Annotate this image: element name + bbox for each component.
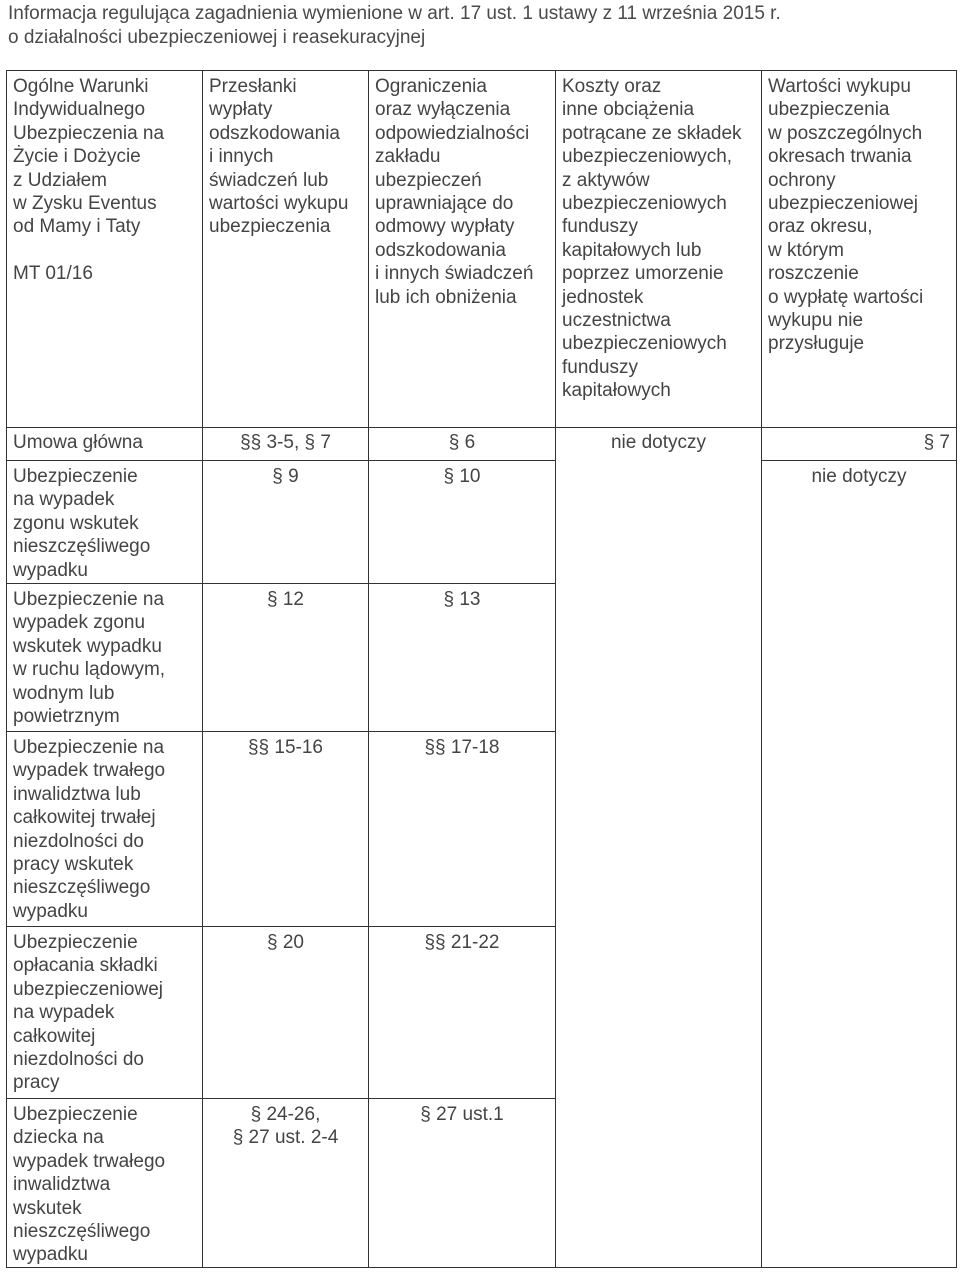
text-line: ochrony bbox=[768, 169, 836, 191]
table-header-row bbox=[7, 71, 957, 428]
regulations-table bbox=[6, 70, 957, 1268]
text-line: okresach trwania bbox=[768, 146, 912, 168]
surrender-not-applicable: nie dotyczy bbox=[762, 461, 957, 1268]
text-line: zgonu wskutek bbox=[13, 512, 139, 534]
text-line: wodnym lub bbox=[13, 682, 115, 704]
text-line: § 12 bbox=[267, 589, 304, 610]
text-line: z Udziałem bbox=[13, 169, 107, 191]
text-line: ubezpieczeniowych, bbox=[562, 146, 733, 168]
text-line: inne obciążenia bbox=[562, 99, 695, 121]
text-line: § 10 bbox=[443, 466, 481, 487]
text-line: oraz wyłączenia bbox=[375, 99, 511, 121]
text-line: wskutek wypadku bbox=[13, 635, 162, 657]
text-line: w poszczególnych bbox=[768, 122, 923, 144]
text-line: Ubezpieczenie bbox=[13, 932, 138, 953]
text-line: Indywidualnego bbox=[13, 99, 146, 121]
text-line: odszkodowania bbox=[209, 122, 340, 144]
header-line-1: Informacja regulująca zagadnienia wymienione w art. 17 ust. 1 ustawy z 11 września 2015 r. bbox=[8, 3, 781, 24]
text-line: w Zysku Eventus bbox=[13, 193, 157, 215]
text-line: dziecka na bbox=[13, 1127, 104, 1149]
text-line: inwalidztwa bbox=[13, 1174, 111, 1196]
text-line: powietrznym bbox=[13, 706, 120, 728]
text-line: wypadku bbox=[13, 1244, 88, 1266]
text-line: Ubezpieczenie bbox=[13, 466, 138, 487]
text-line: nieszczęśliwego bbox=[13, 877, 151, 899]
limitation-reference bbox=[369, 927, 556, 1099]
conditions-code: MT 01/16 bbox=[13, 262, 93, 284]
text-line: oraz okresu, bbox=[768, 216, 873, 238]
limitation-reference bbox=[369, 732, 556, 927]
payout-reference-lines bbox=[233, 1103, 339, 1150]
text-line: wypadek trwałego bbox=[13, 760, 166, 782]
text-line: wartości wykupu bbox=[209, 193, 349, 215]
text-line: ubezpieczenia bbox=[768, 99, 890, 121]
text-line: §§ 21-22 bbox=[424, 932, 500, 953]
text-line: lub ich obniżenia bbox=[375, 286, 517, 308]
column-header-payout-conditions bbox=[203, 71, 369, 428]
text-line: na wypadek bbox=[13, 1002, 115, 1024]
text-line: poprzez umorzenie bbox=[562, 263, 724, 285]
text-line: ubezpieczeniowej bbox=[768, 193, 918, 215]
surrender-reference bbox=[762, 428, 957, 461]
text-line: § 27 ust.1 bbox=[420, 1104, 504, 1125]
row-label bbox=[7, 584, 203, 732]
text-line: i innych bbox=[209, 146, 274, 168]
text-line: pracy wskutek bbox=[13, 854, 134, 876]
costs-not-applicable: nie dotyczy bbox=[556, 428, 762, 1268]
text-line: Ubezpieczenie na bbox=[13, 589, 165, 610]
text-line: Ogólne Warunki bbox=[13, 76, 149, 97]
payout-reference bbox=[203, 428, 369, 461]
text-line: Ubezpieczenie bbox=[13, 1104, 138, 1125]
text-line: roszczenie bbox=[768, 263, 859, 285]
row-label bbox=[7, 927, 203, 1099]
text-line: nieszczęśliwego bbox=[13, 1221, 151, 1243]
text-line: jednostek bbox=[562, 286, 644, 308]
text-line: ubezpieczeniowych bbox=[562, 193, 727, 215]
text-line: kapitałowych bbox=[562, 380, 671, 402]
text-line: przysługuje bbox=[768, 333, 865, 355]
text-line: Ubezpieczenie na bbox=[13, 737, 165, 758]
column-header-surrender-values bbox=[762, 71, 957, 428]
text-line: odpowiedzialności bbox=[375, 122, 530, 144]
text-line: niezdolności do bbox=[13, 1049, 144, 1071]
text-line: opłacania składki bbox=[13, 955, 158, 977]
table-row bbox=[7, 428, 957, 461]
text-line: Umowa główna bbox=[13, 432, 143, 453]
text-line: wskutek bbox=[13, 1197, 82, 1219]
text-line: ubezpieczeniowych bbox=[562, 333, 727, 355]
row-label bbox=[7, 732, 203, 927]
text-line: § 7 bbox=[923, 432, 950, 453]
text-line: od Mamy i Taty bbox=[13, 216, 141, 238]
text-line: Życie i Dożycie bbox=[13, 146, 141, 168]
limitation-reference bbox=[369, 1099, 556, 1268]
text-line: §§ 17-18 bbox=[424, 737, 500, 758]
text-line: § 6 bbox=[448, 432, 476, 453]
text-line: na wypadek bbox=[13, 489, 115, 511]
column-header-conditions bbox=[7, 71, 203, 428]
limitation-reference bbox=[369, 461, 556, 584]
payout-reference bbox=[203, 584, 369, 732]
text-line: § 27 ust. 2-4 bbox=[232, 1127, 339, 1149]
text-line: Ubezpieczenia na bbox=[13, 122, 165, 144]
text-line: całkowitej trwałej bbox=[13, 807, 156, 829]
text-line: inwalidztwa lub bbox=[13, 783, 141, 805]
text-line: świadczeń lub bbox=[209, 169, 329, 191]
text-line: Koszty oraz bbox=[562, 76, 662, 97]
text-line: niezdolności do bbox=[13, 830, 144, 852]
limitation-reference bbox=[369, 428, 556, 461]
payout-reference bbox=[203, 461, 369, 584]
text-line: Ograniczenia bbox=[375, 76, 487, 97]
table-row bbox=[7, 461, 957, 584]
row-label bbox=[7, 428, 203, 461]
text-line: ubezpieczeniowej bbox=[13, 978, 163, 1000]
text-line: w ruchu lądowym, bbox=[13, 659, 166, 681]
payout-reference bbox=[203, 927, 369, 1099]
column-header-limitations bbox=[369, 71, 556, 428]
text-line: wypadku bbox=[13, 900, 88, 922]
text-line: Wartości wykupu bbox=[768, 76, 911, 97]
text-line: § 20 bbox=[267, 932, 304, 953]
text-line: wypadek trwałego bbox=[13, 1150, 166, 1172]
text-line: ubezpieczeń bbox=[375, 169, 482, 191]
text-line: odszkodowania bbox=[375, 239, 506, 261]
text-line: funduszy bbox=[562, 216, 639, 238]
text-line: §§ 3-5, § 7 bbox=[240, 432, 331, 453]
text-line: w którym bbox=[768, 239, 844, 261]
text-line: wykupu nie bbox=[768, 310, 864, 332]
text-line: potrącane ze składek bbox=[562, 122, 742, 144]
text-line: uczestnictwa bbox=[562, 310, 671, 332]
text-line: całkowitej bbox=[13, 1025, 96, 1047]
header-text bbox=[209, 75, 362, 239]
text-line: z aktywów bbox=[562, 169, 650, 191]
row-label bbox=[7, 461, 203, 584]
text-line: ubezpieczenia bbox=[209, 216, 331, 238]
page-header bbox=[8, 2, 953, 50]
header-text bbox=[768, 75, 950, 356]
text-line: pracy bbox=[13, 1072, 60, 1094]
text-line: nieszczęśliwego bbox=[13, 536, 151, 558]
text-line: kapitałowych lub bbox=[562, 239, 702, 261]
text-line: funduszy bbox=[562, 356, 639, 378]
text-line: Przesłanki bbox=[209, 76, 297, 97]
text-line: odmowy wypłaty bbox=[375, 216, 515, 238]
limitation-reference bbox=[369, 584, 556, 732]
text-line: zakładu bbox=[375, 146, 441, 168]
text-line: § 24-26, bbox=[250, 1104, 321, 1125]
text-line: o wypłatę wartości bbox=[768, 286, 924, 308]
text-line: wypłaty bbox=[209, 99, 273, 121]
text-line: §§ 15-16 bbox=[247, 737, 323, 758]
text-line: i innych świadczeń bbox=[375, 263, 534, 285]
payout-reference bbox=[203, 1099, 369, 1268]
text-line: § 13 bbox=[443, 589, 481, 610]
column-header-costs bbox=[556, 71, 762, 428]
text-line: uprawniające do bbox=[375, 193, 514, 215]
header-text bbox=[375, 75, 549, 309]
header-text bbox=[562, 75, 755, 403]
row-label bbox=[7, 1099, 203, 1268]
text-line: wypadku bbox=[13, 559, 88, 581]
text-line: § 9 bbox=[272, 466, 299, 487]
header-text bbox=[13, 75, 196, 239]
text-line: wypadek zgonu bbox=[13, 612, 146, 634]
payout-reference bbox=[203, 732, 369, 927]
header-line-2: o działalności ubezpieczeniowej i reasekuracyjnej bbox=[8, 27, 426, 48]
